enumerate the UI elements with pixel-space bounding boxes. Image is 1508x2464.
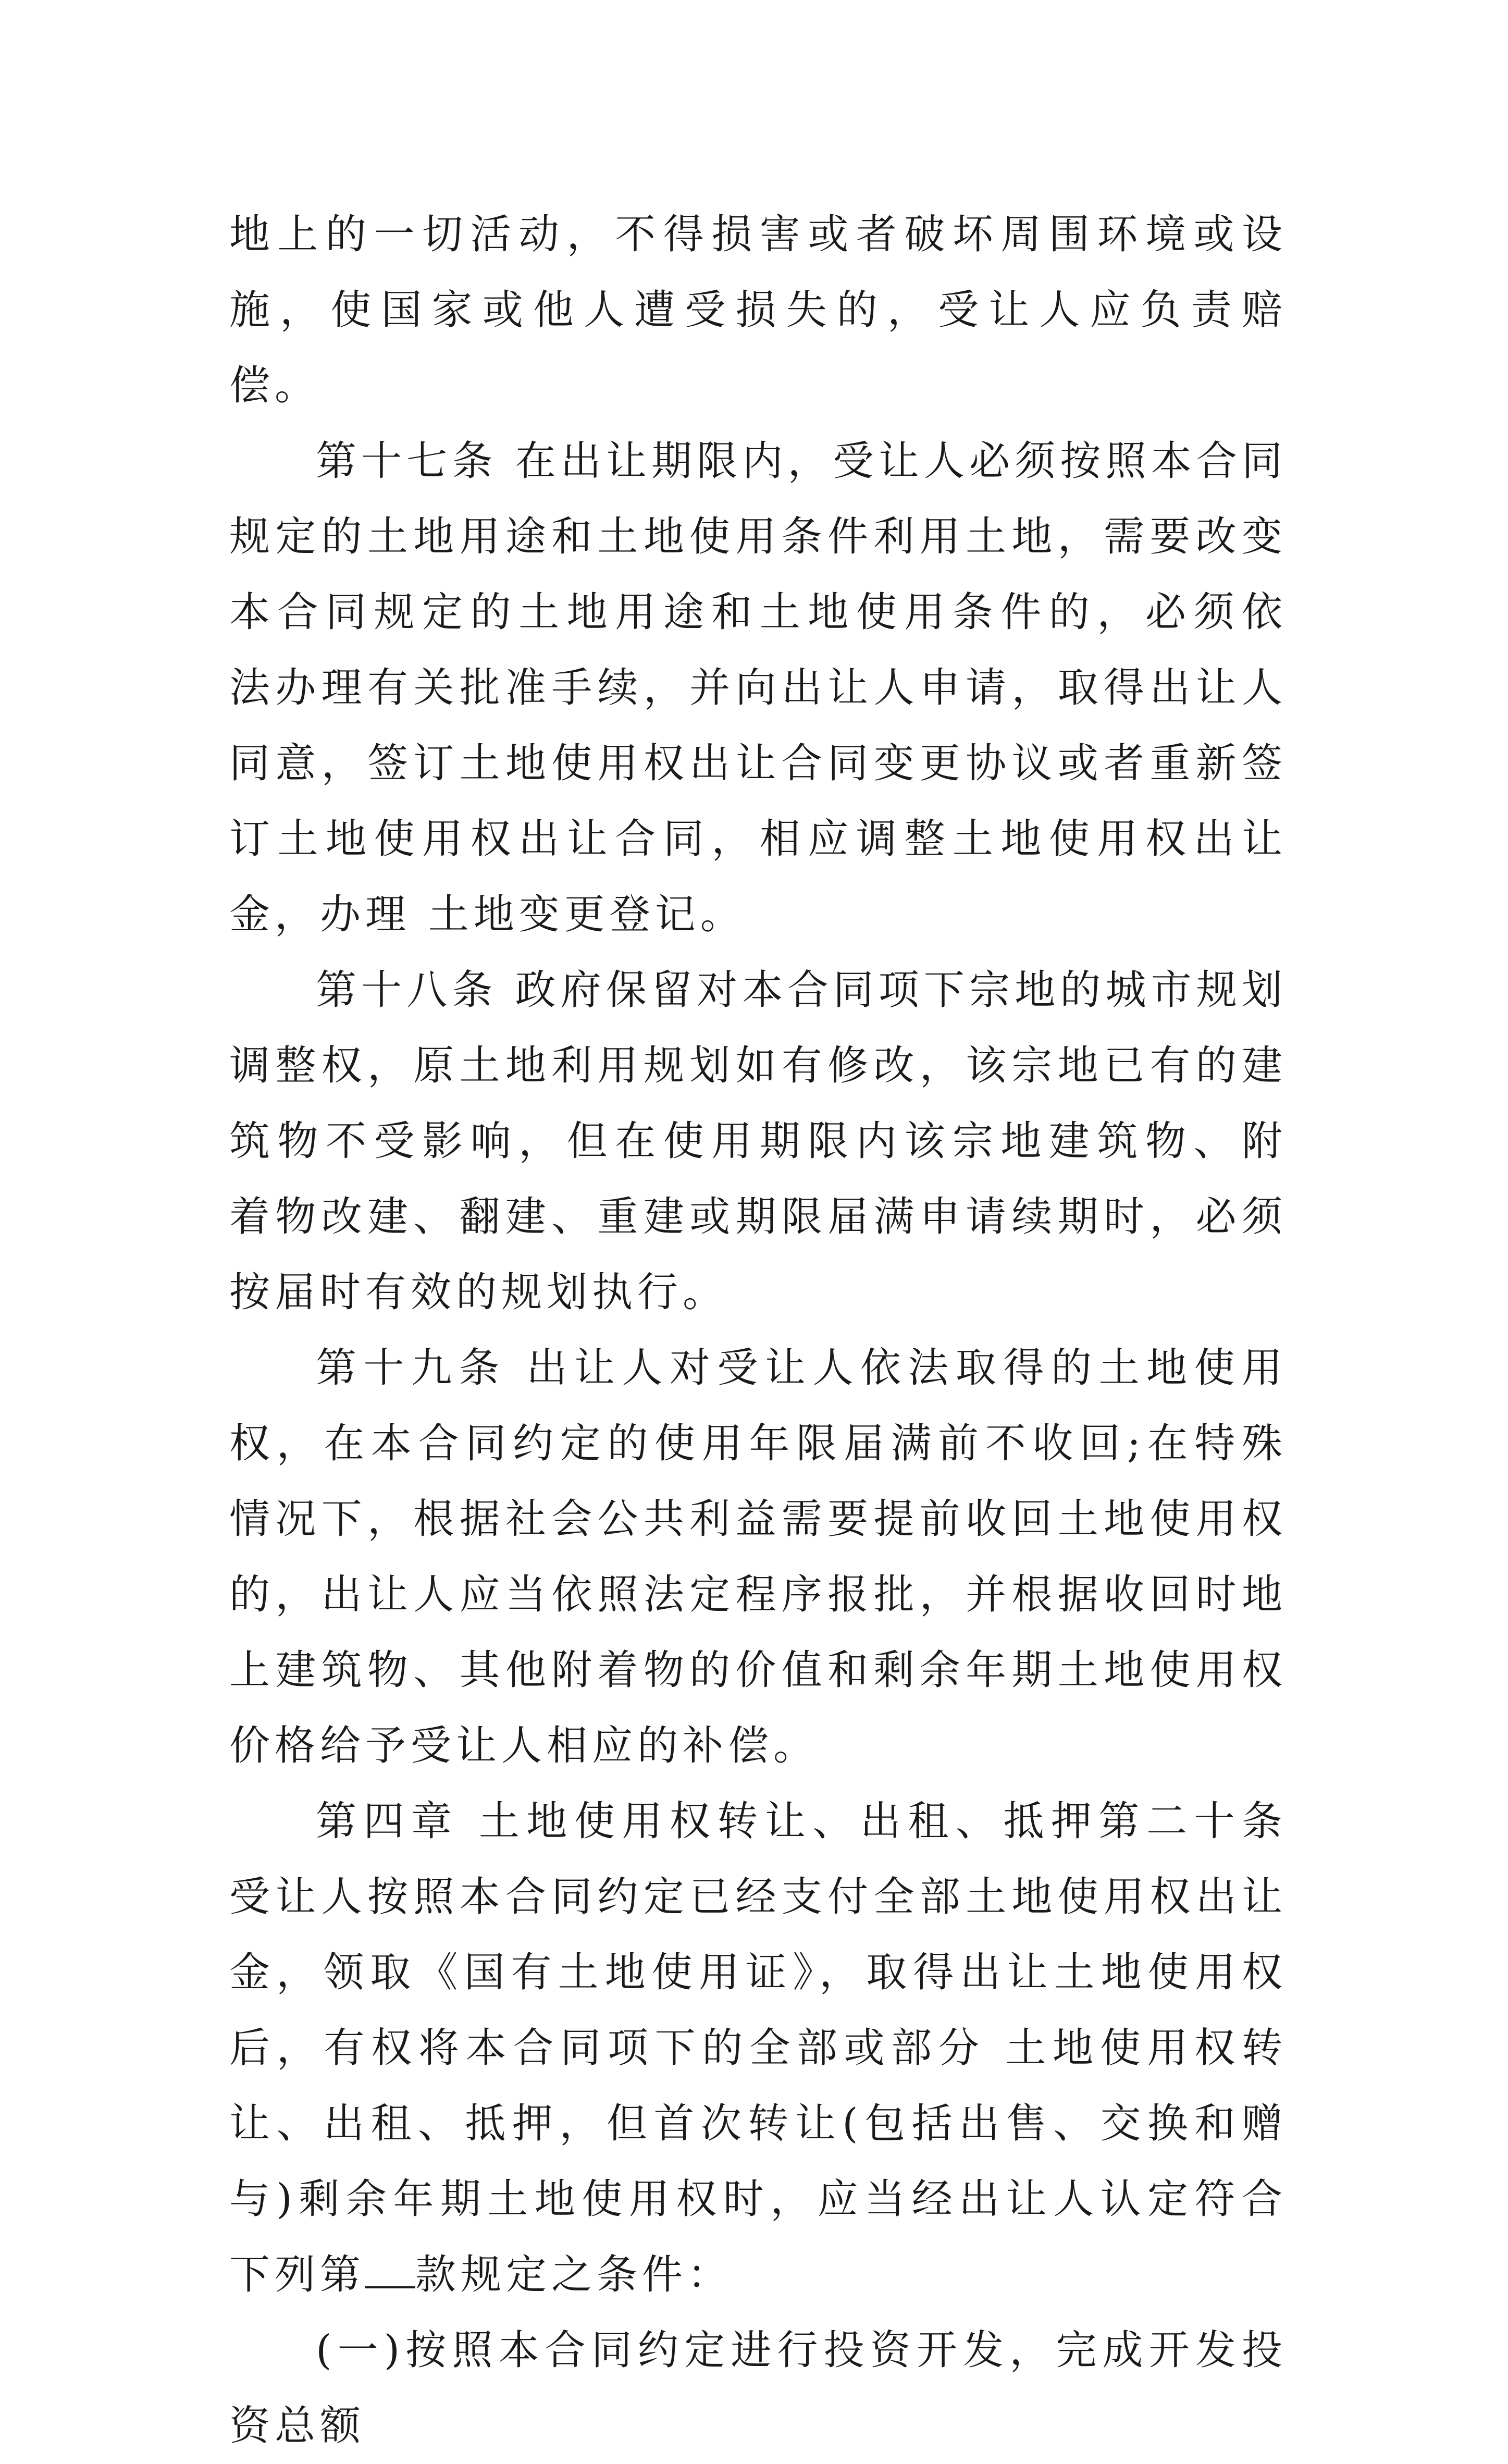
article-20-text-end: 款规定之条件： bbox=[415, 2251, 733, 2298]
paragraph-chapter-4-article-20 bbox=[229, 1784, 1287, 2313]
paragraph-article-17: 第十七条 在出让期限内，受让人必须按照本合同规定的土地用途和土地使用条件利用土地，需要改变本合同规定的土地用途和土地使用条件的，必须依 法办理有关批准手续，并向出让人申请，取得出让人同意，签订土地使用权出让合同变更协议或者重新签订土地使用权出让合同，相应调整土地使用权出让金，办理 土地变更登记。 bbox=[229, 438, 1287, 938]
paragraph-condition-1: (一)按照本合同约定进行投资开发，完成开发投资总额 bbox=[229, 2327, 1287, 2449]
paragraph-article-18: 第十八条 政府保留对本合同项下宗地的城市规划调整权，原土地利用规划如有修改，该宗地已有的建筑物不受影响，但在使用期限内该宗地建筑物、附 着物改建、翻建、重建或期限届满申请续期时，必须按届时有效的规划执行。 bbox=[229, 967, 1287, 1316]
fill-in-blank bbox=[365, 2254, 415, 2288]
document-body bbox=[229, 197, 1287, 2464]
article-20-text: 第四章 土地使用权转让、出租、抵押第二十条 受让人按照本合同约定已经支付全部土地使用权出让金，领取《国有土地使用证》，取得出让土地使用权后，有权将本合同项下的全部或部分 土地使用权转让、出租、抵押，但首次转让(包括出售、交换和赠与)剩余年期土地使用权时，应当经出让人认定符合下列第 bbox=[229, 1798, 1287, 2298]
paragraph-article-19: 第十九条 出让人对受让人依法取得的土地使用权，在本合同约定的使用年限届满前不收回;在特殊情况下，根据社会公共利益需要提前收回土地使用权 的，出让人应当依照法定程序报批，并根据收回时地上建筑物、其他附着物的价值和剩余年期土地使用权价格给予受让人相应的补偿。 bbox=[229, 1345, 1287, 1769]
paragraph-1: 地上的一切活动，不得损害或者破坏周围环境或设施，使国家或他人遭受损失的，受让人应负责赔 偿。 bbox=[229, 211, 1287, 409]
